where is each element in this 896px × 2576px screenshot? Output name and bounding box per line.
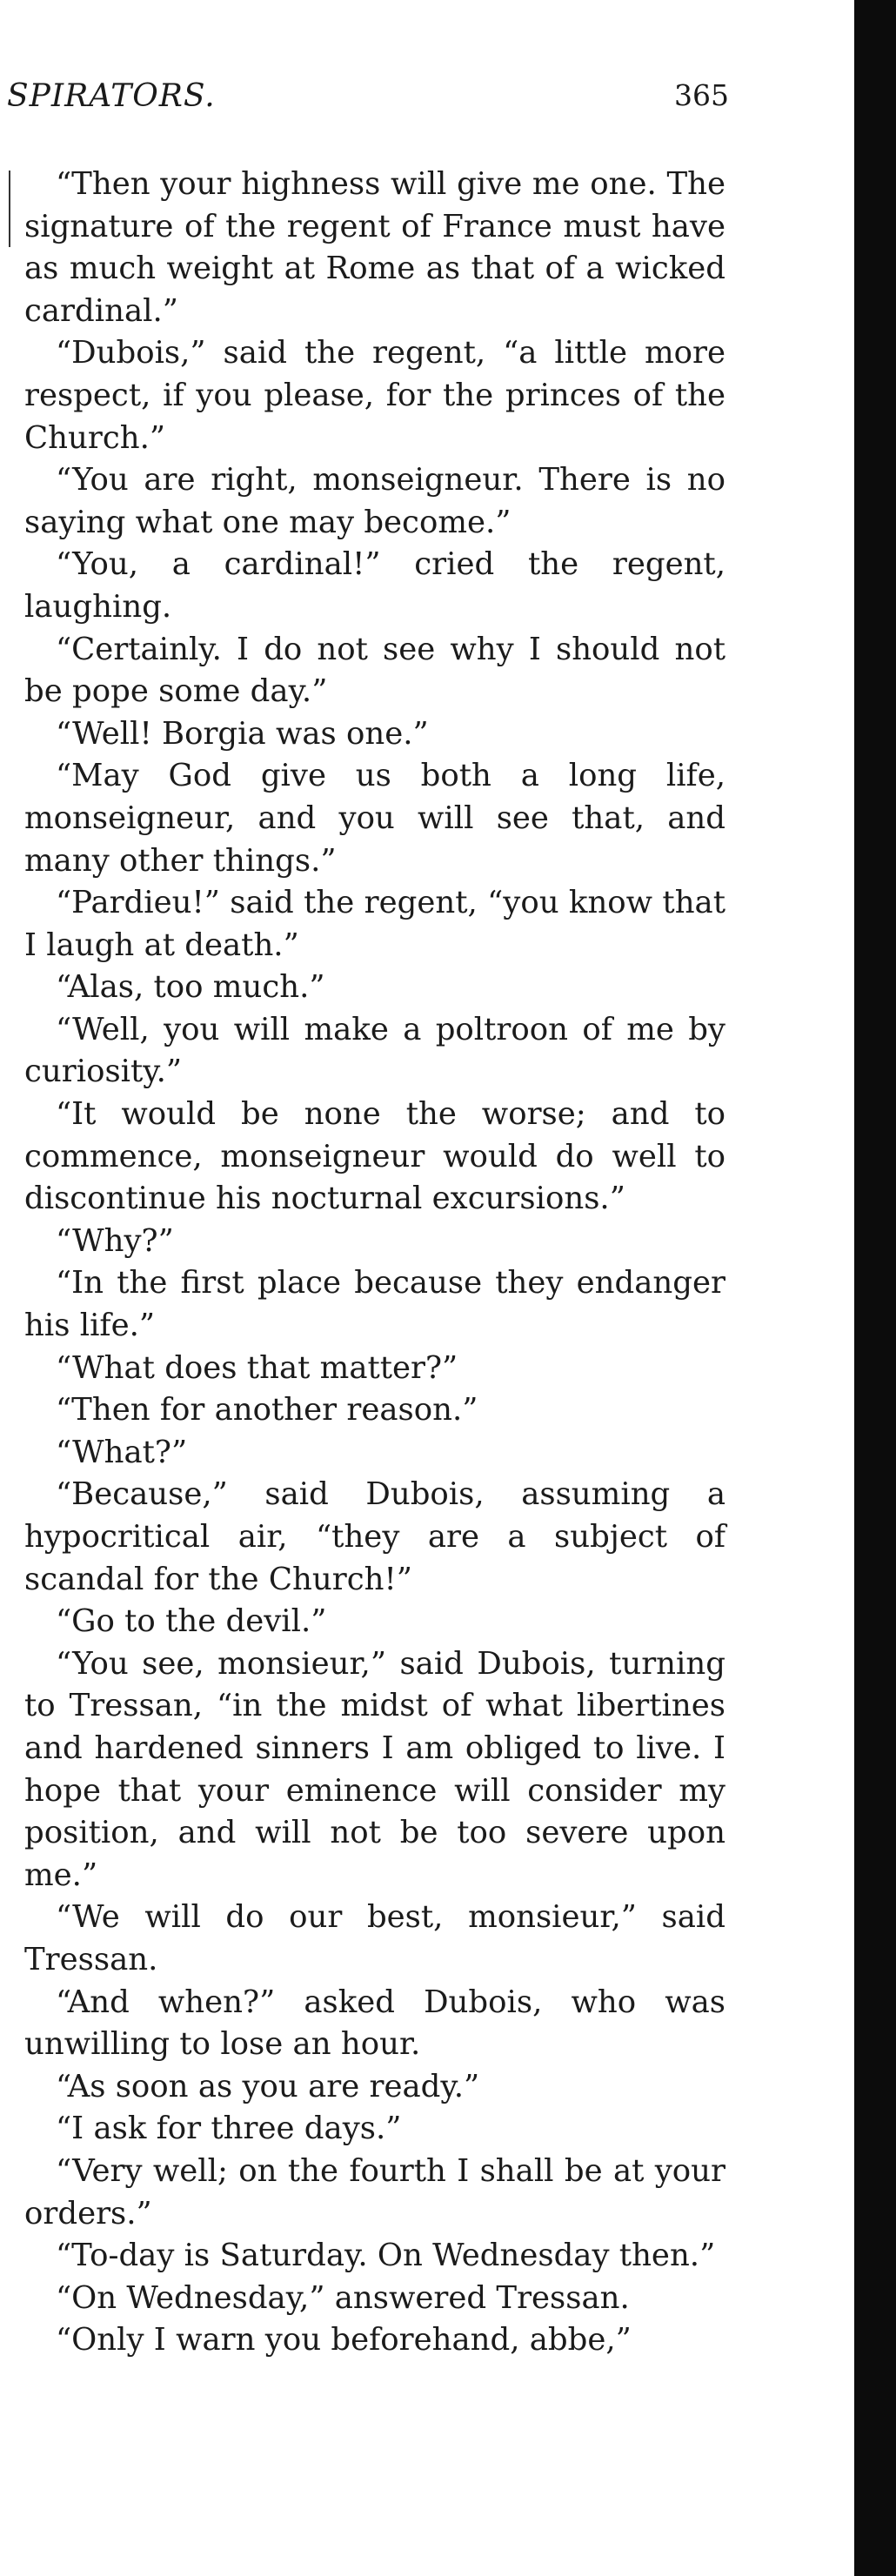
book-spine-shadow <box>854 0 896 2576</box>
paragraph: “Why?” <box>56 1222 174 1259</box>
paragraph: “Very well; on the fourth I shall be at your orders.” <box>24 2152 725 2231</box>
paragraph: “Only I warn you beforehand, abbe,” <box>56 2322 632 2359</box>
paragraph: “Well, you will make a poltroon of me by curiosity.” <box>24 1011 725 1090</box>
paragraph: “Because,” said Dubois, assuming a hypocritical air, “they are a subject of scandal for the Church!” <box>24 1476 725 1597</box>
paragraph: “You are right, monseigneur. There is no saying what one may become.” <box>24 462 725 540</box>
paragraph: “Pardieu!” said the regent, “you know that I laugh at death.” <box>24 885 725 963</box>
paragraph: “It would be none the worse; and to commence, monseigneur would do well to discontinue his nocturnal excursions.” <box>24 1096 725 1217</box>
paragraph: “And when?” asked Dubois, who was unwilling to lose an hour. <box>24 1984 725 2063</box>
paragraph: “You see, monsieur,” said Dubois, turning to Tressan, “in the midst of what libertines and hardened sinners I am obliged to live. I hope that your eminence will consider my position, and will not be too severe upon me.” <box>24 1645 725 1893</box>
paragraph: “I ask for three days.” <box>56 2111 402 2147</box>
body-text <box>24 164 725 2362</box>
margin-mark <box>9 171 10 247</box>
paragraph: “Dubois,” said the regent, “a little more respect, if you please, for the princes of the Church.” <box>24 335 725 456</box>
paragraph: “Well! Borgia was one.” <box>56 715 429 752</box>
paragraph: “On Wednesday,” answered Tressan. <box>56 2279 630 2316</box>
paragraph: “We will do our best, monsieur,” said Tressan. <box>24 1899 725 1977</box>
paragraph: “Then your highness will give me one. The signature of the regent of France must have as much weight at Rome as that of a wicked cardinal.” <box>24 166 725 329</box>
paragraph: “Certainly. I do not see why I should not be pope some day.” <box>24 631 725 710</box>
paragraph: “As soon as you are ready.” <box>56 2068 480 2104</box>
running-title: SPIRATORS. <box>7 78 216 114</box>
paragraph: “To-day is Saturday. On Wednesday then.” <box>56 2238 716 2274</box>
paragraph: “What?” <box>56 1434 188 1470</box>
paragraph: “Alas, too much.” <box>56 969 325 1006</box>
paragraph: “What does that matter?” <box>56 1349 458 1386</box>
paragraph: “May God give us both a long life, monseigneur, and you will see that, and many other things.” <box>24 758 725 879</box>
paragraph: “You, a cardinal!” cried the regent, laughing. <box>24 546 725 625</box>
paragraph: “Then for another reason.” <box>56 1392 478 1429</box>
paragraph: “In the first place because they endanger his life.” <box>24 1265 725 1344</box>
running-head <box>7 78 729 122</box>
page-number: 365 <box>674 78 729 112</box>
paragraph: “Go to the devil.” <box>56 1603 327 1640</box>
